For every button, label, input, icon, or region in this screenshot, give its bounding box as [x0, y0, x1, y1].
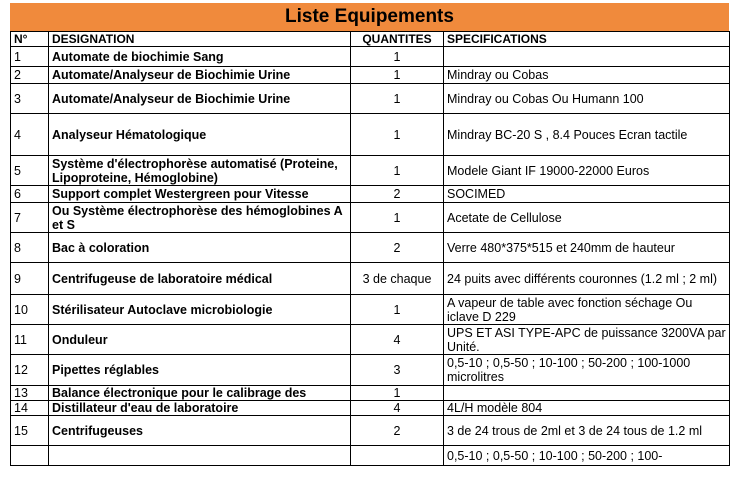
table-row	[11, 156, 730, 186]
cell-specification: Acetate de Cellulose	[444, 203, 730, 233]
table-row	[11, 295, 730, 325]
cell-designation: Support complet Westergreen pour Vitesse	[49, 186, 351, 203]
cell-quantite: 1	[351, 114, 444, 156]
cell-number: 9	[11, 263, 49, 295]
cell-designation: Centrifugeuse de laboratoire médical	[49, 263, 351, 295]
cell-specification: SOCIMED	[444, 186, 730, 203]
header-number: N°	[11, 32, 49, 47]
cell-specification: Mindray ou Cobas Ou Humann 100	[444, 84, 730, 114]
cell-number: 10	[11, 295, 49, 325]
cell-designation: Système d'électrophorèse automatisé (Proteine, Lipoproteine, Hémoglobine)	[49, 156, 351, 186]
cell-number: 7	[11, 203, 49, 233]
cell-quantite: 3 de chaque	[351, 263, 444, 295]
cell-quantite	[351, 446, 444, 466]
cell-number: 13	[11, 386, 49, 401]
table-row	[11, 386, 730, 401]
cell-number: 14	[11, 401, 49, 416]
table-row	[11, 203, 730, 233]
header-quantites: QUANTITES	[351, 32, 444, 47]
cell-number: 3	[11, 84, 49, 114]
table-row	[11, 446, 730, 466]
cell-quantite: 2	[351, 416, 444, 446]
table-header-row	[11, 32, 730, 47]
table-row	[11, 355, 730, 386]
cell-number: 8	[11, 233, 49, 263]
cell-quantite: 3	[351, 355, 444, 386]
cell-specification	[444, 386, 730, 401]
cell-quantite: 1	[351, 47, 444, 67]
cell-number: 1	[11, 47, 49, 67]
cell-specification: UPS ET ASI TYPE-APC de puissance 3200VA par Unité.	[444, 325, 730, 355]
cell-number: 6	[11, 186, 49, 203]
cell-quantite: 2	[351, 233, 444, 263]
table-row	[11, 325, 730, 355]
cell-designation: Centrifugeuses	[49, 416, 351, 446]
cell-designation: Automate/Analyseur de Biochimie Urine	[49, 67, 351, 84]
cell-specification: 3 de 24 trous de 2ml et 3 de 24 tous de 1.2 ml	[444, 416, 730, 446]
cell-designation: Distillateur d'eau de laboratoire	[49, 401, 351, 416]
cell-number: 5	[11, 156, 49, 186]
cell-number: 2	[11, 67, 49, 84]
table-row	[11, 67, 730, 84]
cell-quantite: 1	[351, 84, 444, 114]
cell-number: 4	[11, 114, 49, 156]
cell-designation: Stérilisateur Autoclave microbiologie	[49, 295, 351, 325]
table-row	[11, 416, 730, 446]
list-title: Liste Equipements	[10, 3, 729, 31]
cell-designation: Balance électronique pour le calibrage des	[49, 386, 351, 401]
cell-number: 11	[11, 325, 49, 355]
cell-designation: Automate/Analyseur de Biochimie Urine	[49, 84, 351, 114]
cell-specification: Modele Giant IF 19000-22000 Euros	[444, 156, 730, 186]
cell-specification: Mindray BC-20 S , 8.4 Pouces Ecran tactile	[444, 114, 730, 156]
cell-quantite: 4	[351, 401, 444, 416]
cell-designation: Analyseur Hématologique	[49, 114, 351, 156]
cell-number	[11, 446, 49, 466]
cell-specification: 4L/H modèle 804	[444, 401, 730, 416]
cell-specification: A vapeur de table avec fonction séchage Ou iclave D 229	[444, 295, 730, 325]
cell-number: 12	[11, 355, 49, 386]
cell-quantite: 4	[351, 325, 444, 355]
cell-quantite: 1	[351, 156, 444, 186]
cell-number: 15	[11, 416, 49, 446]
cell-designation: Bac à coloration	[49, 233, 351, 263]
cell-specification: Mindray ou Cobas	[444, 67, 730, 84]
cell-quantite: 2	[351, 186, 444, 203]
cell-specification: Verre 480*375*515 et 240mm de hauteur	[444, 233, 730, 263]
cell-specification: 24 puits avec différents couronnes (1.2 ml ; 2 ml)	[444, 263, 730, 295]
cell-specification: 0,5-10 ; 0,5-50 ; 10-100 ; 50-200 ; 100-	[444, 446, 730, 466]
table-row	[11, 114, 730, 156]
cell-designation: Ou Système électrophorèse des hémoglobines A et S	[49, 203, 351, 233]
cell-specification	[444, 47, 730, 67]
header-specifications: SPECIFICATIONS	[444, 32, 730, 47]
cell-quantite: 1	[351, 203, 444, 233]
table-row	[11, 401, 730, 416]
cell-quantite: 1	[351, 386, 444, 401]
cell-designation: Pipettes réglables	[49, 355, 351, 386]
cell-designation: Automate de biochimie Sang	[49, 47, 351, 67]
cell-designation: Onduleur	[49, 325, 351, 355]
equipment-table	[10, 31, 730, 466]
table-row	[11, 263, 730, 295]
table-row	[11, 186, 730, 203]
cell-designation	[49, 446, 351, 466]
cell-quantite: 1	[351, 295, 444, 325]
table-row	[11, 47, 730, 67]
cell-quantite: 1	[351, 67, 444, 84]
header-designation: DESIGNATION	[49, 32, 351, 47]
table-row	[11, 233, 730, 263]
cell-specification: 0,5-10 ; 0,5-50 ; 10-100 ; 50-200 ; 100-1000 microlitres	[444, 355, 730, 386]
table-row	[11, 84, 730, 114]
